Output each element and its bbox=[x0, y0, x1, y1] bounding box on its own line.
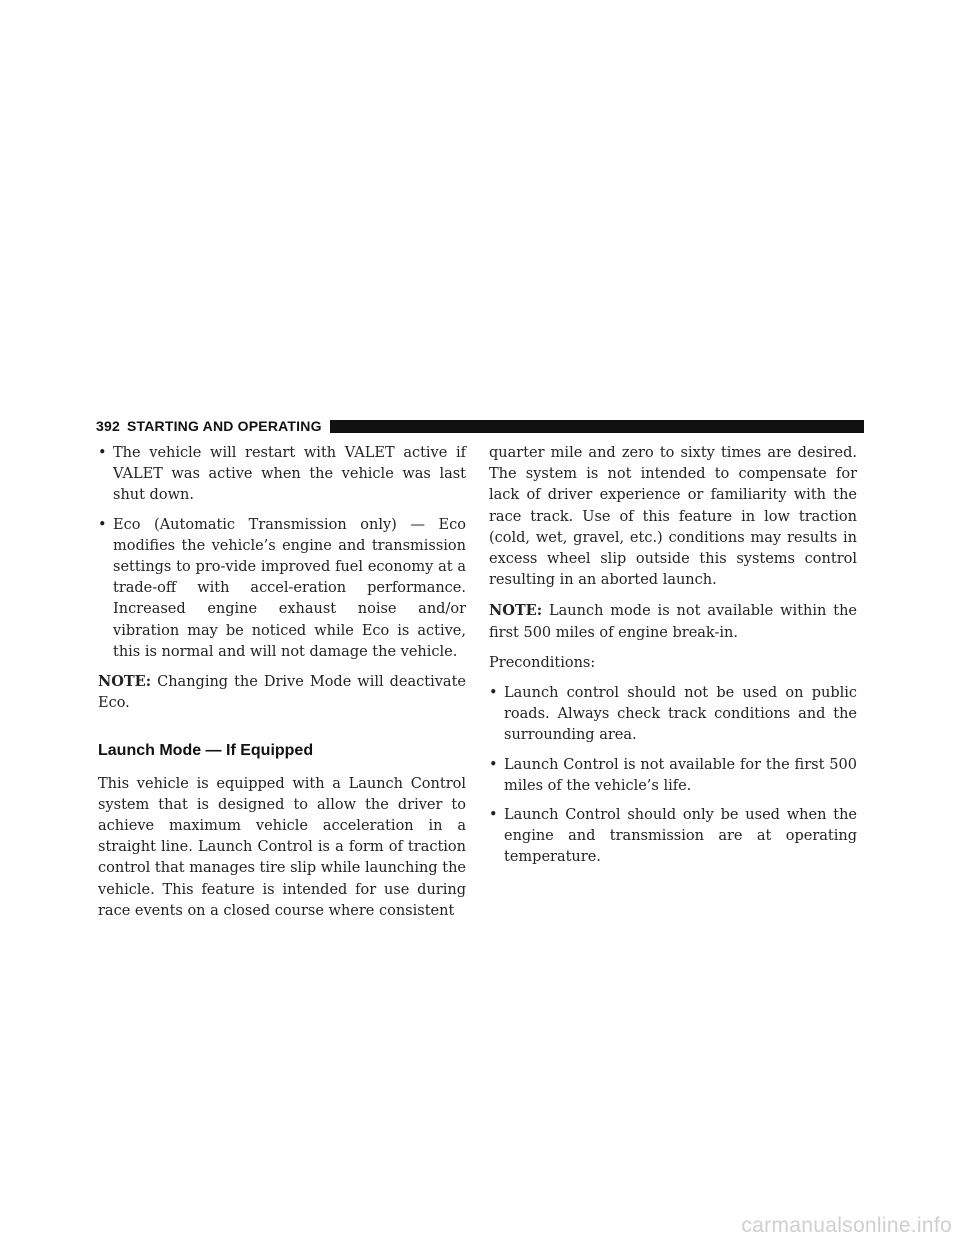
page-header bbox=[96, 417, 864, 435]
bullet-text: Eco (Automatic Transmission only) — Eco modifies the vehicle’s engine and transmission settings to pro-vide improved fuel economy at a trade-off with accel-eration performance. Increased engine exhaust noise and/or vibration may be noticed while Eco is active, this is normal and will not damage the vehicle. bbox=[113, 516, 466, 660]
note-label: NOTE: bbox=[98, 673, 152, 691]
bullet-text: The vehicle will restart with VALET active if VALET was active when the vehicle was last shut down. bbox=[113, 445, 466, 504]
bullet-item bbox=[489, 805, 857, 869]
bullet-icon: • bbox=[98, 516, 107, 533]
bullet-text: Launch Control is not available for the first 500 miles of the vehicle’s life. bbox=[504, 756, 857, 794]
page-number: 392 bbox=[96, 418, 120, 434]
note-text: Changing the Drive Mode will deactivate Eco. bbox=[98, 674, 466, 712]
preconditions-label: Preconditions: bbox=[489, 654, 596, 671]
site-watermark[interactable]: carmanualsonline.info bbox=[741, 1214, 952, 1237]
bullet-item bbox=[98, 443, 466, 507]
bullet-icon: • bbox=[98, 445, 107, 461]
bullet-icon: • bbox=[489, 807, 498, 824]
bullet-item bbox=[98, 515, 466, 663]
body-paragraph: This vehicle is equipped with a Launch Control system that is designed to allow the driver to achieve maximum vehicle acceleration in a straight line. Launch Control is a form of traction control that manages tire slip while launching the vehicle. This feature is intended for use during race events on a closed course where consistent bbox=[98, 775, 466, 919]
note-label: NOTE: bbox=[489, 602, 543, 620]
bullet-item bbox=[489, 683, 857, 747]
section-title: STARTING AND OPERATING bbox=[126, 418, 322, 434]
note-paragraph bbox=[489, 600, 857, 643]
bullet-text: Launch Control should only be used when the engine and transmission are at operating temperature. bbox=[504, 807, 857, 866]
header-rule bbox=[330, 420, 864, 433]
bullet-text: Launch control should not be used on public roads. Always check track conditions and the surrounding area. bbox=[504, 685, 857, 744]
body-paragraph: quarter mile and zero to sixty times are desired. The system is not intended to compensate for lack of driver experience or familiarity with the race track. Use of this feature in low traction (cold, wet, gravel, etc.) conditions may results in excess wheel slip outside this systems control resulting in an aborted launch. bbox=[489, 445, 857, 589]
right-column bbox=[489, 443, 857, 877]
bullet-item bbox=[489, 755, 857, 797]
left-column bbox=[98, 443, 466, 931]
note-paragraph bbox=[98, 671, 466, 714]
section-heading: Launch Mode — If Equipped bbox=[98, 742, 314, 760]
note-text: Launch mode is not available within the first 500 miles of engine break-in. bbox=[489, 603, 857, 641]
bullet-icon: • bbox=[489, 685, 498, 702]
bullet-icon: • bbox=[489, 756, 498, 773]
